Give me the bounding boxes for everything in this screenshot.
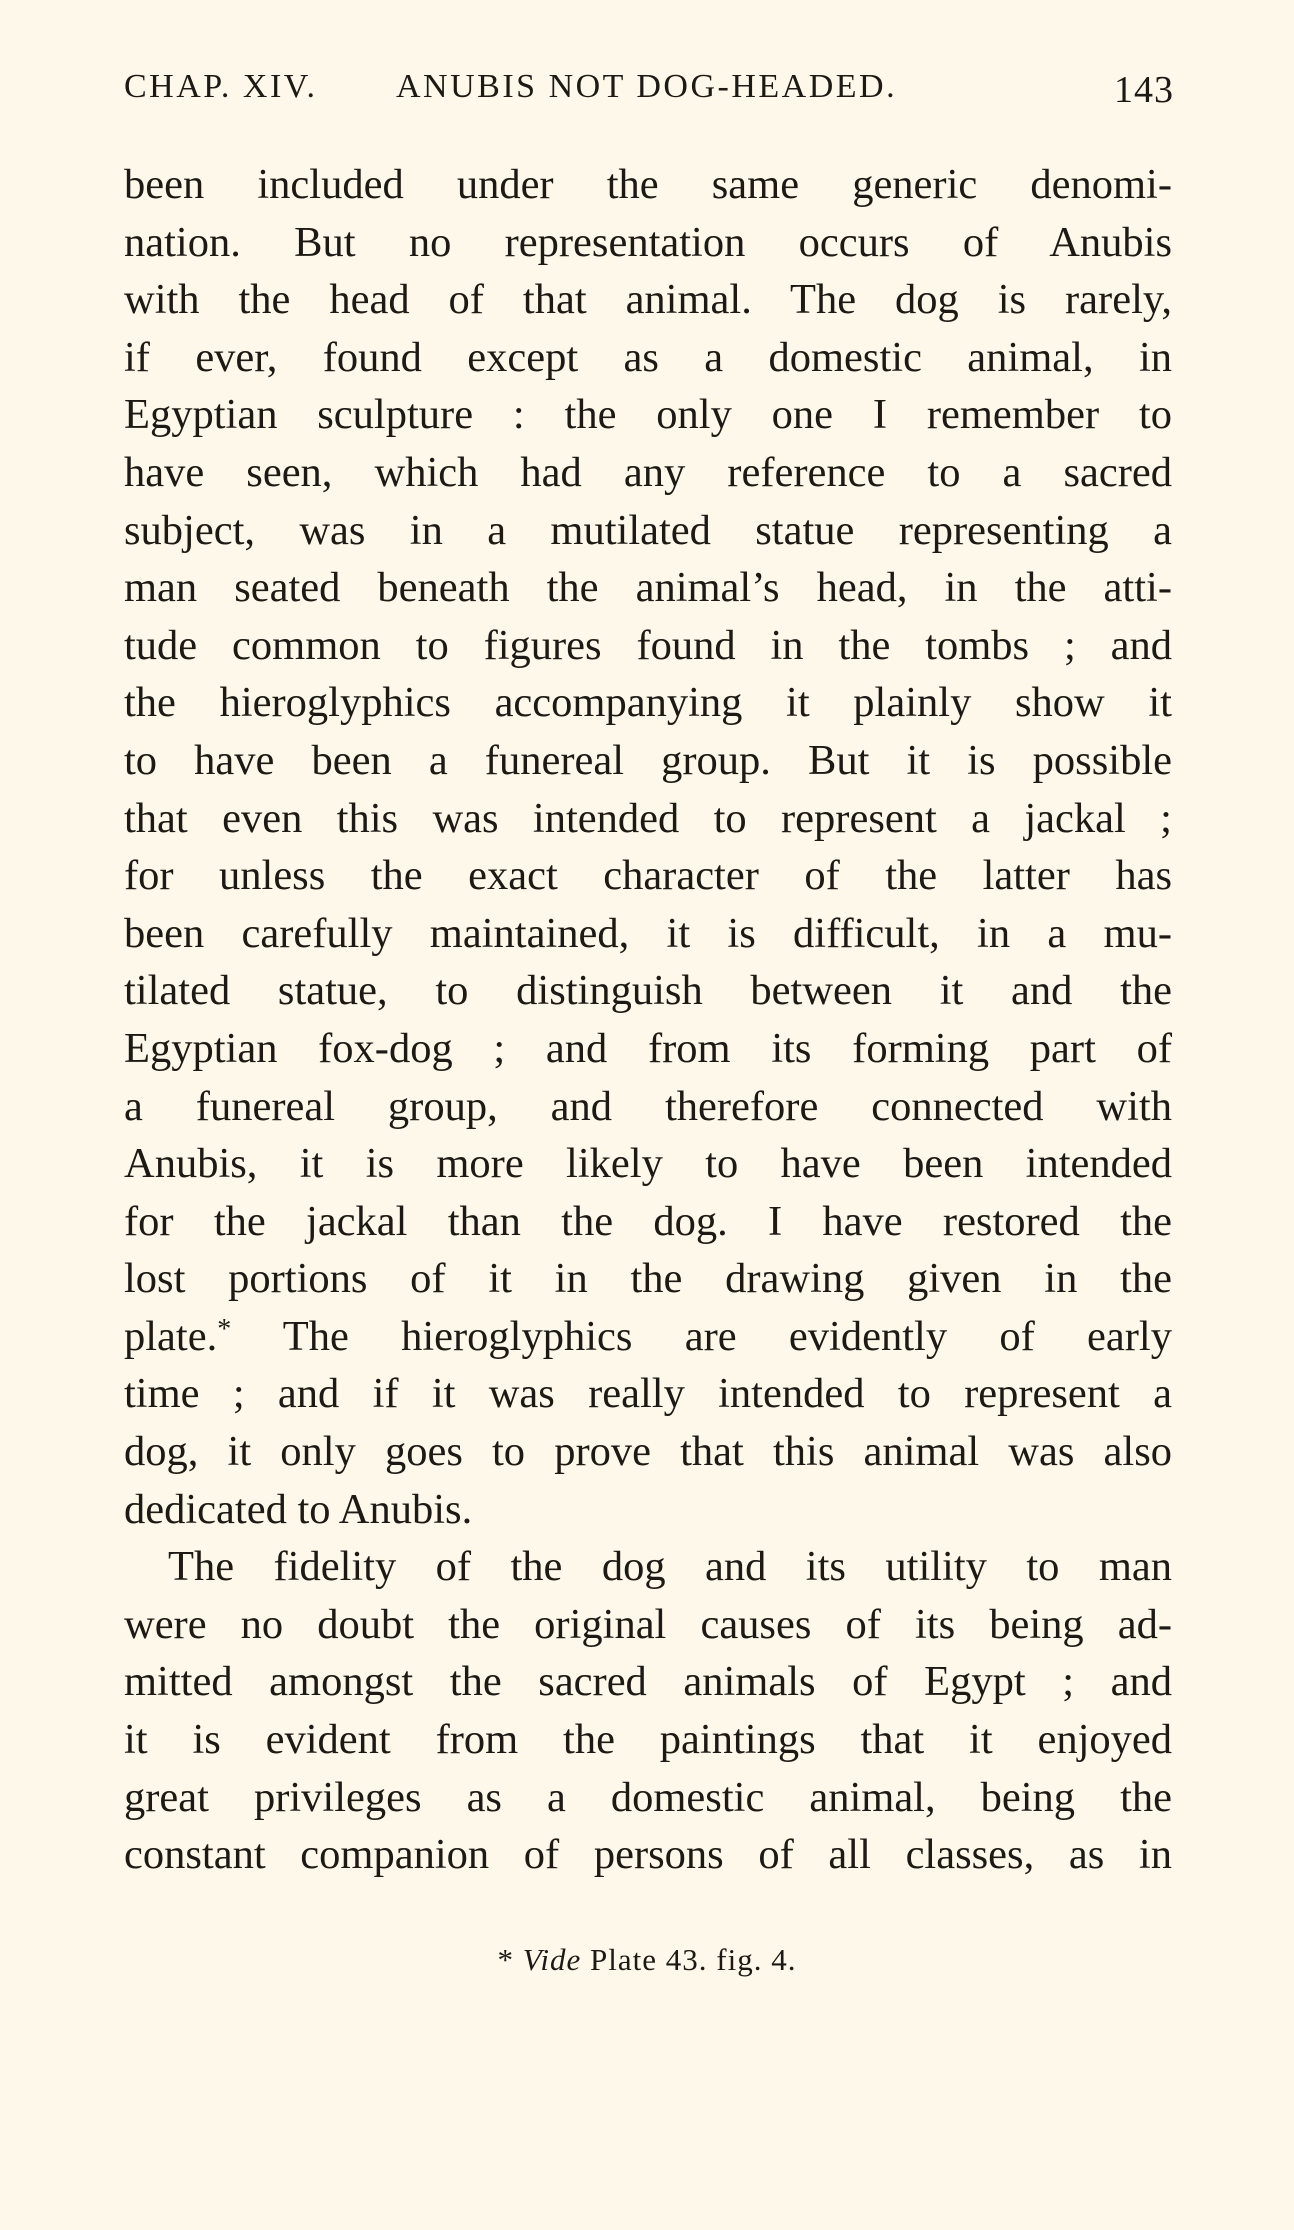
- page-number: 143: [1114, 69, 1174, 111]
- text-line: were no doubt the original causes of its being ad-: [124, 1600, 1172, 1648]
- footnote-marker: *: [497, 1942, 515, 1977]
- text-line: man seated beneath the animal’s head, in the atti-: [124, 564, 1172, 612]
- text-line: nation. But no representation occurs of Anubis: [124, 218, 1172, 266]
- footnote-reference: Plate 43. fig. 4.: [590, 1942, 797, 1977]
- text-line: constant companion of persons of all classes, as in: [124, 1831, 1172, 1879]
- text-line: Egyptian sculpture : the only one I remember to: [124, 391, 1172, 439]
- text-line: with the head of that animal. The dog is rarely,: [124, 276, 1172, 324]
- text-line: dog, it only goes to prove that this animal was also: [124, 1428, 1172, 1476]
- text-line: been carefully maintained, it is difficult, in a mu-: [124, 909, 1172, 957]
- text-fragment: plate.: [124, 1312, 218, 1360]
- text-line: subject, was in a mutilated statue representing a: [124, 506, 1172, 554]
- text-line: Anubis, it is more likely to have been intended: [124, 1140, 1172, 1188]
- footnote: [0, 1942, 1294, 1978]
- text-line: tude common to figures found in the tombs ; and: [124, 621, 1172, 669]
- text-line: for unless the exact character of the latter has: [124, 852, 1172, 900]
- footnote-marker: *: [217, 1313, 232, 1345]
- body-text: [124, 156, 1172, 1884]
- text-fragment: The hieroglyphics are evidently of early: [231, 1312, 1172, 1360]
- text-line-with-footnote: [124, 1308, 1172, 1366]
- paragraph-end-line: dedicated to Anubis.: [124, 1485, 473, 1533]
- text-line: mitted amongst the sacred animals of Egypt ; and: [124, 1658, 1172, 1706]
- chapter-label: CHAP. XIV.: [124, 68, 318, 105]
- text-line: for the jackal than the dog. I have restored the: [124, 1197, 1172, 1245]
- text-line: a funereal group, and therefore connected with: [124, 1082, 1172, 1130]
- text-line: tilated statue, to distinguish between it and the: [124, 967, 1172, 1015]
- text-line: the hieroglyphics accompanying it plainly show it: [124, 679, 1172, 727]
- footnote-vide: Vide: [522, 1942, 582, 1977]
- chapter-title: ANUBIS NOT DOG-HEADED.: [396, 68, 898, 105]
- text-line: great privileges as a domestic animal, being the: [124, 1773, 1172, 1821]
- text-line: been included under the same generic denomi-: [124, 161, 1172, 208]
- text-line: it is evident from the paintings that it enjoyed: [124, 1716, 1172, 1764]
- text-line: if ever, found except as a domestic animal, in: [124, 333, 1172, 381]
- paragraph-start-line: The fidelity of the dog and its utility to man: [168, 1543, 1172, 1591]
- text-line: time ; and if it was really intended to represent a: [124, 1370, 1172, 1418]
- text-line: that even this was intended to represent a jackal ;: [124, 794, 1172, 842]
- running-head: [124, 68, 1174, 118]
- text-line: have seen, which had any reference to a sacred: [124, 448, 1172, 496]
- text-line: Egyptian fox-dog ; and from its forming part of: [124, 1024, 1172, 1072]
- text-line: lost portions of it in the drawing given in the: [124, 1255, 1172, 1303]
- text-line: to have been a funereal group. But it is possible: [124, 736, 1172, 784]
